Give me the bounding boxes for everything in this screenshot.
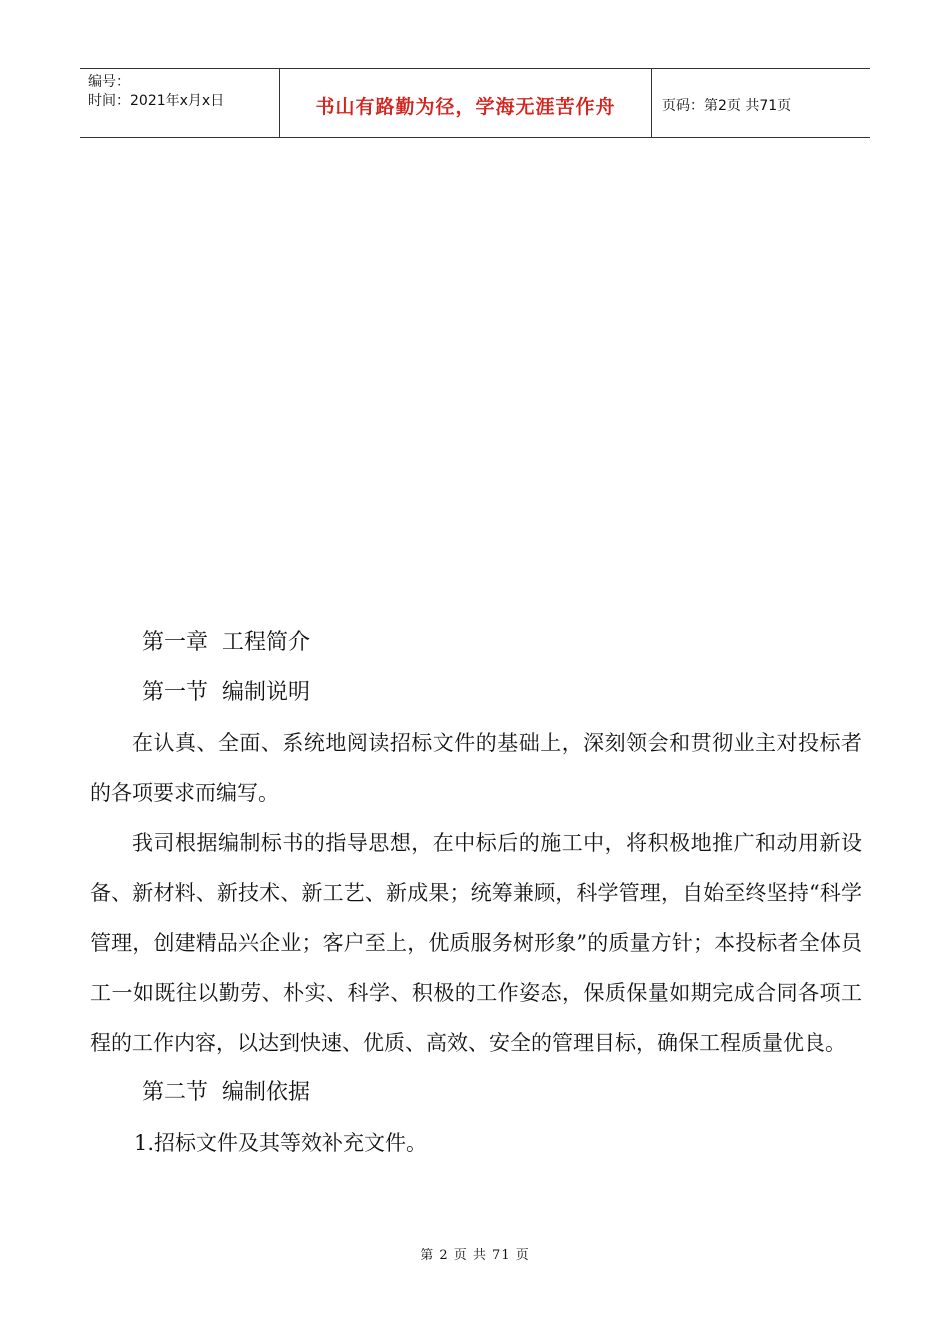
header-meta [80, 69, 280, 137]
time-label: 时间：2021年x月x日 [88, 93, 225, 109]
header-slogan-cell [280, 69, 652, 137]
list-item: 1.招标文件及其等效补充文件。 [134, 1131, 428, 1155]
chapter-heading [90, 618, 862, 668]
serial-label: 编号： [88, 74, 130, 90]
section-number: 第一节 [142, 680, 209, 705]
section-title: 编制依据 [222, 1080, 311, 1105]
paragraph-2: 我司根据编制标书的指导思想，在中标后的施工中，将积极地推广和动用新设备、新材料、新技术、新工艺、新成果；统筹兼顾，科学管理，自始至终坚持“科学管理，创建精品兴企业；客户至上，优质服务树形象”的质量方针；本投标者全体员工一如既往以勤劳、朴实、科学、积极的工作姿态，保质保量如期完成合同各项工程的工作内容，以达到快速、优质、高效、安全的管理目标，确保工程质量优良。 [90, 831, 862, 1055]
document-body [90, 618, 862, 1168]
paragraph-1: 在认真、全面、系统地阅读招标文件的基础上，深刻领会和贯彻业主对投标者的各项要求而编写。 [90, 731, 862, 805]
chapter-title: 工程简介 [222, 630, 311, 655]
footer-page-number: 第 2 页 共 71 页 [420, 1248, 530, 1263]
header-page-info-cell [652, 69, 870, 137]
section-title: 编制说明 [222, 680, 311, 705]
chapter-number: 第一章 [142, 630, 209, 655]
header-page-info: 页码：第2页 共71页 [662, 98, 792, 114]
page-header [80, 68, 870, 138]
section-heading-2 [90, 1068, 862, 1118]
header-slogan: 书山有路勤为径，学海无涯苦作舟 [315, 95, 616, 118]
section-heading-1 [90, 668, 862, 718]
section-number: 第二节 [142, 1080, 209, 1105]
page-footer [0, 1244, 950, 1263]
